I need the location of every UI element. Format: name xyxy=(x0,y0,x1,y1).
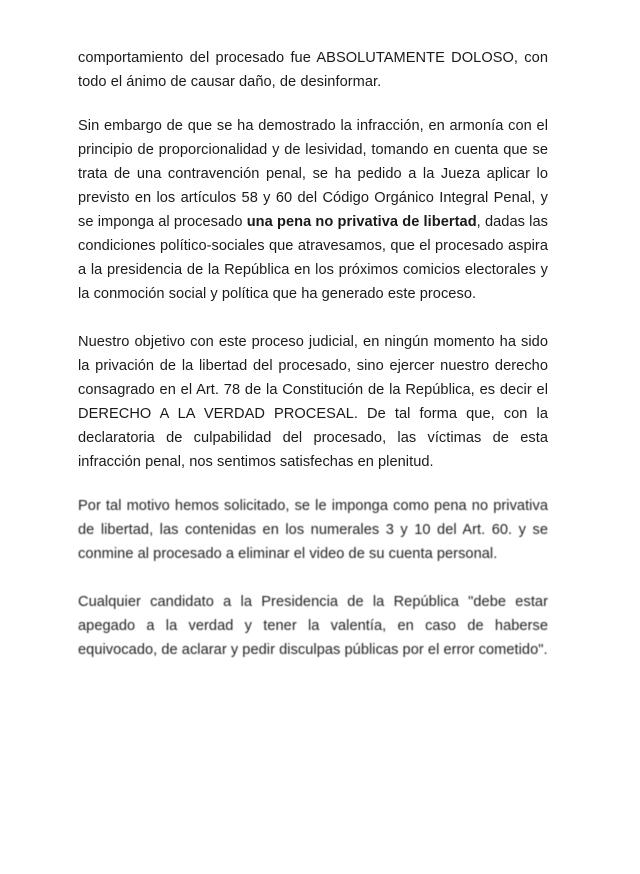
paragraph-candidate-truth: Cualquier candidato a la Presidencia de la República "debe estar apegado a la verdad y tener la valentía, en caso de haberse equivocado, de aclarar y pedir disculpas públicas por el error cometido". xyxy=(78,594,548,658)
non-custodial-penalty-emphasis: una pena no privativa de libertad xyxy=(246,214,477,230)
paragraph-conduct-conclusion: comportamiento del procesado fue ABSOLUTAMENTE DOLOSO, con todo el ánimo de causar daño, de desinformar. xyxy=(78,50,548,90)
paragraph-penalty-request xyxy=(78,114,548,306)
paragraph-penalty-request-text-start: Sin embargo de que se ha demostrado la infracción, en armonía con el principio de proporcionalidad y de lesividad, tomando en cuenta que se trata de una contravención penal, se ha pedido a la Jueza aplicar lo previsto en los artículos 58 y 60 del Código Orgánico Integral Penal, y se imponga al procesado xyxy=(78,118,548,230)
document-body xyxy=(78,46,548,686)
paragraph-judicial-objective: Nuestro objetivo con este proceso judicial, en ningún momento ha sido la privación de la libertad del procesado, sino ejercer nuestro derecho consagrado en el Art. 78 de la Constitución de la República, es decir el DERECHO A LA VERDAD PROCESAL. De tal forma que, con la declaratoria de culpabilidad del procesado, las víctimas de esta infracción penal, nos sentimos satisfechas en plenitud. xyxy=(78,334,548,470)
paragraph-penalty-details: Por tal motivo hemos solicitado, se le imponga como pena no privativa de libertad, las contenidas en los numerales 3 y 10 del Art. 60. y se conmine al procesado a eliminar el video de su cuenta personal. xyxy=(78,498,548,562)
paragraph-penalty-request-text-end: , dadas las condiciones político-sociales que atravesamos, que el procesado aspira a la presidencia de la República en los próximos comicios electorales y la conmoción social y política que ha generado este proceso. xyxy=(78,214,548,302)
